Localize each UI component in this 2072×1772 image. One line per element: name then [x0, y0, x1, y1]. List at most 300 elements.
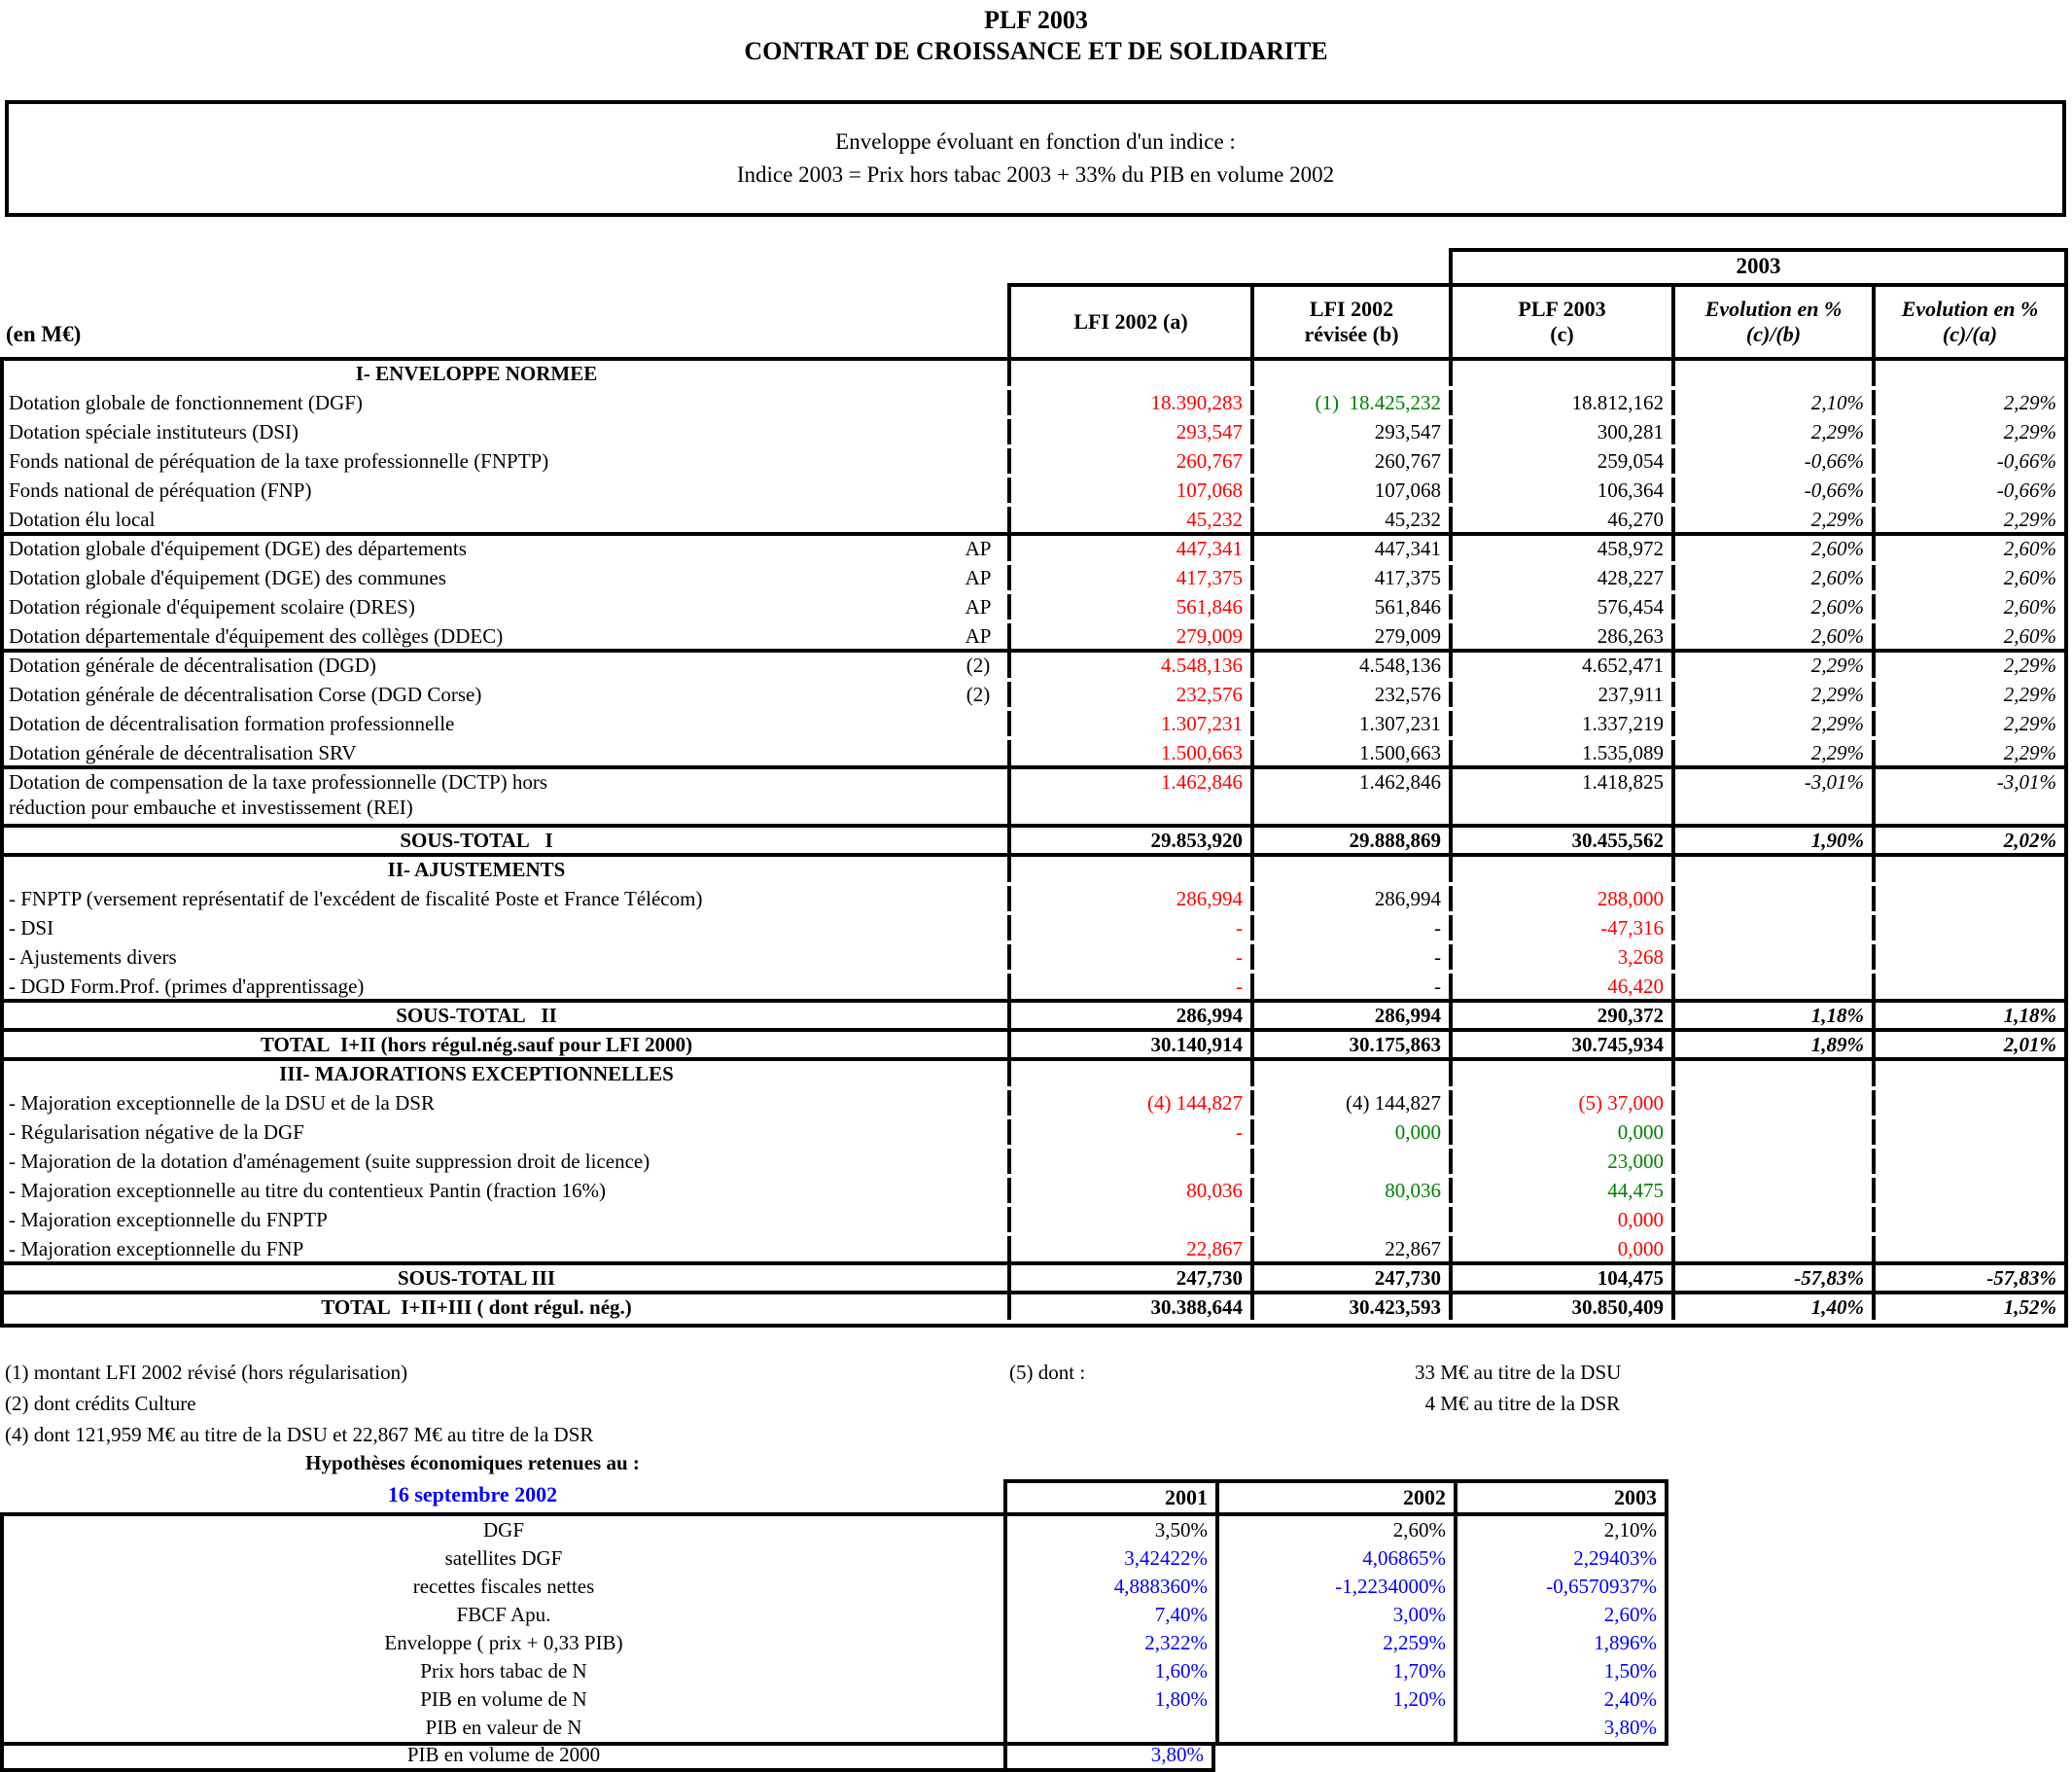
- row-label: III- MAJORATIONS EXCEPTIONNELLES: [279, 1062, 674, 1085]
- row-label-cell: [4, 857, 1007, 882]
- cell: 30.140,914: [1007, 1032, 1250, 1057]
- cell: -0,66%: [1872, 448, 2064, 474]
- cell: 44,475: [1449, 1178, 1671, 1203]
- row-mark: [949, 886, 1007, 911]
- cell: 2,29%: [1671, 682, 1872, 707]
- cell: 2,10%: [1454, 1516, 1665, 1544]
- cell: 1,52%: [1872, 1294, 2064, 1320]
- row-mark: AP: [965, 566, 992, 589]
- cell: 2,02%: [1872, 828, 2064, 853]
- row-mark: AP: [965, 624, 992, 648]
- row-label-cell: [4, 448, 1007, 474]
- row-label: recettes fiscales nettes: [412, 1575, 595, 1598]
- row-label: Prix hors tabac de N: [420, 1659, 587, 1683]
- cell: 46,270: [1449, 507, 1671, 532]
- cell: 1,18%: [1872, 1003, 2064, 1028]
- row-label: Dotation élu local: [9, 508, 156, 531]
- row-mark: AP: [965, 537, 992, 560]
- row-label: I- ENVELOPPE NORMEE: [355, 362, 598, 385]
- cell: 2,322%: [1003, 1629, 1215, 1657]
- cell: 286,994: [1007, 1003, 1250, 1028]
- year-header-2001: 2001: [1003, 1479, 1215, 1512]
- cell: 2,60%: [1671, 536, 1872, 561]
- row-mark: (2): [966, 654, 991, 677]
- row-label: - Majoration exceptionnelle au titre du contentieux Pantin (fraction 16%): [9, 1179, 607, 1202]
- cell: 2,29%: [1872, 419, 2064, 444]
- cell: 2,60%: [1671, 594, 1872, 620]
- row-label-cell: [4, 974, 1007, 999]
- cell: 23,000: [1449, 1149, 1671, 1174]
- footnote-1: (1) montant LFI 2002 révisé (hors régularisation): [5, 1361, 408, 1384]
- footnote-5-item-value: 4: [1424, 1392, 1435, 1415]
- row-label: Dotation de compensation de la taxe professionnelle (DCTP) hors réduction pour embauche et investissement (REI): [9, 770, 548, 819]
- cell: -57,83%: [1872, 1265, 2064, 1291]
- table-row: [4, 1032, 2064, 1061]
- cell: [1007, 1207, 1250, 1232]
- index-notice-box: [5, 100, 2066, 217]
- cell: [1872, 1149, 2064, 1174]
- cell: 232,576: [1007, 682, 1250, 707]
- table-row: [4, 1178, 2064, 1207]
- row-label-cell: [4, 565, 1007, 590]
- cell: [1872, 915, 2064, 940]
- cell: 286,994: [1007, 886, 1250, 911]
- cell: 1,70%: [1215, 1657, 1454, 1685]
- cell: 0,000: [1449, 1207, 1671, 1232]
- cell: 1.500,663: [1250, 740, 1449, 765]
- row-label-cell: [4, 828, 1007, 853]
- cell: 18.390,283: [1007, 390, 1250, 415]
- row-mark: [949, 915, 1007, 940]
- hypotheses-heading: Hypothèses économiques retenues au :: [305, 1451, 640, 1474]
- row-mark: [949, 769, 1007, 824]
- cell: 30.175,863: [1250, 1032, 1449, 1057]
- row-label-cell: [4, 1090, 1007, 1116]
- cell: 1,20%: [1215, 1685, 1454, 1714]
- table-row: [4, 390, 2064, 419]
- row-label: - Majoration exceptionnelle du FNPTP: [9, 1208, 328, 1231]
- cell: [1671, 1119, 1872, 1145]
- table-row: [4, 1149, 2064, 1178]
- cell: 260,767: [1250, 448, 1449, 474]
- row-mark: [949, 1119, 1007, 1145]
- cell: 1,18%: [1671, 1003, 1872, 1028]
- cell: [1250, 1207, 1449, 1232]
- cell: 288,000: [1449, 886, 1671, 911]
- row-label-cell: [4, 1265, 1007, 1291]
- row-mark: [949, 1294, 1007, 1320]
- cell: [1671, 1207, 1872, 1232]
- cell: 232,576: [1250, 682, 1449, 707]
- table-row: [4, 857, 2064, 886]
- cell: 3,80%: [1454, 1714, 1665, 1742]
- cell: [1671, 1090, 1872, 1116]
- table-row: [4, 419, 2064, 448]
- row-mark: [949, 507, 1007, 532]
- row-label-cell: [4, 1149, 1007, 1174]
- cell: -: [1007, 915, 1250, 940]
- row-label: - DGD Form.Prof. (primes d'apprentissage): [9, 975, 365, 998]
- table-row: [4, 1657, 1665, 1685]
- cell: [1872, 1090, 2064, 1116]
- table-row: [4, 1516, 1665, 1544]
- cell: 417,375: [1007, 565, 1250, 590]
- table-row: [4, 1236, 2064, 1265]
- column-header-plf2003: [1449, 283, 1671, 357]
- row-mark: [949, 1236, 1007, 1261]
- cell: 2,29%: [1872, 740, 2064, 765]
- cell: [1007, 1061, 1250, 1086]
- row-label: Dotation globale d'équipement (DGE) des départements: [9, 537, 467, 560]
- table-row: [4, 1207, 2064, 1236]
- row-label: Dotation générale de décentralisation SRV: [9, 741, 357, 764]
- cell: -: [1250, 974, 1449, 999]
- row-label-cell: [4, 886, 1007, 911]
- notice-line-1: Enveloppe évoluant en fonction d'un indice :: [835, 129, 1236, 154]
- row-mark: [949, 361, 1007, 386]
- row-label: Dotation spéciale instituteurs (DSI): [9, 420, 299, 443]
- cell: 2,259%: [1215, 1629, 1454, 1657]
- cell: 1.307,231: [1007, 711, 1250, 736]
- cell: 1.337,219: [1449, 711, 1671, 736]
- row-label-cell: [4, 1207, 1007, 1232]
- cell: [1872, 1119, 2064, 1145]
- cell: 259,054: [1449, 448, 1671, 474]
- row-label-cell: [4, 944, 1007, 970]
- cell: 2,29%: [1671, 507, 1872, 532]
- cell: [1671, 944, 1872, 970]
- cell: [1671, 1236, 1872, 1261]
- row-label-cell: [4, 1119, 1007, 1145]
- row-label: FBCF Apu.: [456, 1603, 551, 1626]
- column-header-line: (c): [1550, 322, 1574, 346]
- cell: 4,06865%: [1215, 1544, 1454, 1573]
- cell: [1250, 1149, 1449, 1174]
- row-mark: (2): [966, 683, 991, 706]
- cell: 1,60%: [1003, 1657, 1215, 1685]
- column-header-lfi2002a: [1007, 283, 1250, 357]
- table-row: [4, 1090, 2064, 1119]
- cell: 247,730: [1007, 1265, 1250, 1291]
- cell: 30.423,593: [1250, 1294, 1449, 1320]
- cell: [1872, 1236, 2064, 1261]
- cell: 45,232: [1007, 507, 1250, 532]
- cell: 447,341: [1007, 536, 1250, 561]
- row-label-cell: [4, 478, 1007, 503]
- cell: 1.418,825: [1449, 769, 1671, 824]
- cell: [1250, 857, 1449, 882]
- table-row: [4, 1601, 1665, 1629]
- cell: 286,994: [1250, 1003, 1449, 1028]
- cell: 2,29%: [1872, 390, 2064, 415]
- cell: 2,60%: [1872, 623, 2064, 649]
- row-mark: [949, 857, 1007, 882]
- cell: [1872, 1207, 2064, 1232]
- cell: 417,375: [1250, 565, 1449, 590]
- column-header-line: Evolution en %: [1704, 297, 1843, 321]
- cell: 1.462,846: [1007, 769, 1250, 824]
- row-label: Dotation générale de décentralisation (DGD): [9, 654, 376, 677]
- cell: [1671, 857, 1872, 882]
- cell: -: [1007, 944, 1250, 970]
- year-header-2002: 2002: [1215, 1479, 1454, 1512]
- cell: [1671, 1149, 1872, 1174]
- footnote-5-item-text: M€ au titre de la DSU: [1435, 1361, 1622, 1384]
- cell: [1007, 1149, 1250, 1174]
- column-header-line: (c)/(b): [1745, 322, 1802, 346]
- cell: 286,994: [1250, 886, 1449, 911]
- cell: 45,232: [1250, 507, 1449, 532]
- row-label: - Majoration exceptionnelle du FNP: [9, 1237, 304, 1260]
- table-row: [4, 1714, 1665, 1742]
- cell: 293,547: [1250, 419, 1449, 444]
- cell: 279,009: [1007, 623, 1250, 649]
- row-label-cell: [4, 740, 1007, 765]
- cell: 46,420: [1449, 974, 1671, 999]
- cell: -: [1250, 915, 1449, 940]
- table-row: [4, 974, 2064, 1003]
- column-header-lfi2002-revisee: [1250, 283, 1449, 357]
- cell: 2,60%: [1215, 1516, 1454, 1544]
- cell: 106,364: [1449, 478, 1671, 503]
- row-mark: [949, 1003, 1007, 1028]
- row-label: II- AJUSTEMENTS: [387, 858, 566, 881]
- year-span-header: 2003: [1449, 248, 2068, 283]
- cell: 0,000: [1449, 1236, 1671, 1261]
- row-label-cell: [4, 1178, 1007, 1203]
- row-label: SOUS-TOTAL II: [396, 1004, 557, 1027]
- cell: 2,29%: [1872, 682, 2064, 707]
- cell: 4,888360%: [1003, 1573, 1215, 1601]
- row-label: Dotation globale d'équipement (DGE) des communes: [9, 566, 446, 589]
- table-row: [4, 1544, 1665, 1573]
- cell: 2,60%: [1872, 594, 2064, 620]
- row-label-cell: [4, 419, 1007, 444]
- row-label-cell: [4, 536, 1007, 561]
- cell: 1.535,089: [1449, 740, 1671, 765]
- cell: 30.388,644: [1007, 1294, 1250, 1320]
- cell: 2,01%: [1872, 1032, 2064, 1057]
- unit-label: (en M€): [6, 322, 82, 346]
- cell: [1671, 361, 1872, 386]
- cell: 2,29%: [1671, 653, 1872, 678]
- column-header-line: LFI 2002 (a): [1073, 309, 1188, 334]
- row-label: Dotation globale de fonctionnement (DGF): [9, 391, 363, 414]
- row-mark: [949, 419, 1007, 444]
- row-label: SOUS-TOTAL I: [400, 829, 553, 852]
- cell: -: [1250, 944, 1449, 970]
- table-row: [4, 536, 2064, 565]
- cell: -57,83%: [1671, 1265, 1872, 1291]
- row-label-cell: [4, 1236, 1007, 1261]
- row-label-cell: [4, 594, 1007, 620]
- cell: 561,846: [1250, 594, 1449, 620]
- table-row: [4, 1265, 2064, 1294]
- hypotheses-extra-row: [0, 1742, 1215, 1772]
- row-label-cell: [4, 1003, 1007, 1028]
- footnote-5-label: (5) dont :: [1009, 1361, 1086, 1384]
- main-table-header: [0, 283, 2068, 357]
- row-label: Dotation générale de décentralisation Corse (DGD Corse): [9, 683, 482, 706]
- cell: 447,341: [1250, 536, 1449, 561]
- row-mark: [949, 1265, 1007, 1291]
- row-label: PIB en volume de N: [420, 1687, 587, 1711]
- footnote-5-item-text: M€ au titre de la DSR: [1435, 1392, 1621, 1415]
- row-mark: [949, 478, 1007, 503]
- footnote-5-item-value: 33: [1415, 1361, 1435, 1384]
- cell: [1671, 886, 1872, 911]
- row-mark: [949, 1207, 1007, 1232]
- cell: 7,40%: [1003, 1601, 1215, 1629]
- row-label-cell: [4, 769, 1007, 824]
- cell: 2,29%: [1671, 711, 1872, 736]
- cell: -0,66%: [1872, 478, 2064, 503]
- row-label-cell: [4, 623, 1007, 649]
- row-label: TOTAL I+II+III ( dont régul. nég.): [321, 1295, 632, 1319]
- cell: 293,547: [1007, 419, 1250, 444]
- page-title: PLF 2003: [984, 6, 1088, 34]
- cell: 0,000: [1250, 1119, 1449, 1145]
- cell: 300,281: [1449, 419, 1671, 444]
- row-label-cell: [4, 390, 1007, 415]
- cell: [1872, 361, 2064, 386]
- table-row: [4, 478, 2064, 507]
- main-table-body: [0, 357, 2068, 1328]
- row-mark: AP: [965, 595, 992, 619]
- row-label: SOUS-TOTAL III: [397, 1266, 556, 1290]
- table-row: [4, 828, 2064, 857]
- cell: 104,475: [1449, 1265, 1671, 1291]
- cell: 4.548,136: [1250, 653, 1449, 678]
- cell: 3,50%: [1003, 1516, 1215, 1544]
- column-header-line: PLF 2003: [1518, 297, 1606, 321]
- column-header-line: Evolution en %: [1901, 297, 2039, 321]
- table-row: [4, 361, 2064, 390]
- row-label: Fonds national de péréquation de la taxe professionnelle (FNPTP): [9, 449, 549, 473]
- cell: 107,068: [1250, 478, 1449, 503]
- row-mark: [949, 448, 1007, 474]
- row-label: - DSI: [9, 916, 54, 939]
- cell: 2,60%: [1872, 565, 2064, 590]
- table-row: [4, 915, 2064, 944]
- cell: 247,730: [1250, 1265, 1449, 1291]
- cell: 29.888,869: [1250, 828, 1449, 853]
- cell: -: [1007, 974, 1250, 999]
- cell: [1007, 361, 1250, 386]
- cell: [1449, 857, 1671, 882]
- cell: 3,42422%: [1003, 1544, 1215, 1573]
- cell: 3,00%: [1215, 1601, 1454, 1629]
- table-row: [4, 448, 2064, 478]
- cell: 561,846: [1007, 594, 1250, 620]
- cell: [1872, 857, 2064, 882]
- table-row: [4, 1294, 2064, 1324]
- cell: 290,372: [1449, 1003, 1671, 1028]
- cell: -0,66%: [1671, 448, 1872, 474]
- column-header-evolution-ca: [1872, 283, 2068, 357]
- cell: 3,268: [1449, 944, 1671, 970]
- footnote-4: (4) dont 121,959 M€ au titre de la DSU et 22,867 M€ au titre de la DSR: [5, 1423, 594, 1446]
- table-row: [4, 682, 2064, 711]
- column-header-line: révisée (b): [1304, 322, 1399, 346]
- row-label: Dotation régionale d'équipement scolaire (DRES): [9, 595, 415, 619]
- row-mark: [949, 711, 1007, 736]
- table-row: [4, 740, 2064, 769]
- cell: 1,896%: [1454, 1629, 1665, 1657]
- cell: [1215, 1714, 1454, 1742]
- table-row: [4, 623, 2064, 653]
- row-label-cell: [4, 1032, 1007, 1057]
- cell: -0,6570937%: [1454, 1573, 1665, 1601]
- row-mark: [949, 974, 1007, 999]
- cell: [1449, 361, 1671, 386]
- table-row: [4, 711, 2064, 740]
- table-row: [4, 507, 2064, 536]
- table-row: [4, 1061, 2064, 1090]
- footnote-5-item: [1250, 1360, 1621, 1385]
- cell: 80,036: [1007, 1178, 1250, 1203]
- cell: [1671, 915, 1872, 940]
- cell: 107,068: [1007, 478, 1250, 503]
- cell: [1250, 1061, 1449, 1086]
- cell: 1,89%: [1671, 1032, 1872, 1057]
- row-label: Fonds national de péréquation (FNP): [9, 478, 312, 502]
- cell: 0,000: [1449, 1119, 1671, 1145]
- cell: 2,29%: [1872, 711, 2064, 736]
- cell: 29.853,920: [1007, 828, 1250, 853]
- row-mark: [949, 740, 1007, 765]
- cell: 576,454: [1449, 594, 1671, 620]
- cell: 2,29%: [1872, 653, 2064, 678]
- row-label: PIB en valeur de N: [425, 1716, 582, 1739]
- row-label-cell: [4, 682, 1007, 707]
- cell: 1,80%: [1003, 1685, 1215, 1714]
- row-label-cell: [4, 711, 1007, 736]
- table-row: [4, 1685, 1665, 1714]
- row-mark: [949, 1149, 1007, 1174]
- row-label-cell: [4, 1061, 1007, 1086]
- cell: 22,867: [1007, 1236, 1250, 1261]
- cell: -3,01%: [1872, 769, 2064, 824]
- cell: [1872, 944, 2064, 970]
- cell: 458,972: [1449, 536, 1671, 561]
- cell: 2,60%: [1872, 536, 2064, 561]
- row-label: satellites DGF: [444, 1546, 563, 1570]
- cell: 30.745,934: [1449, 1032, 1671, 1057]
- row-label: Dotation départementale d'équipement des collèges (DDEC): [9, 624, 504, 648]
- cell: [1872, 1061, 2064, 1086]
- row-mark: [949, 1178, 1007, 1203]
- table-row: [4, 944, 2064, 974]
- year-header-2003: 2003: [1454, 1479, 1668, 1512]
- row-label-cell: [4, 915, 1007, 940]
- table-row: [4, 1119, 2064, 1149]
- cell: 4.548,136: [1007, 653, 1250, 678]
- row-mark: [949, 828, 1007, 853]
- row-label: - FNPTP (versement représentatif de l'excédent de fiscalité Poste et France Télécom): [9, 887, 703, 910]
- cell: 3,80%: [1003, 1742, 1212, 1768]
- row-mark: [949, 1032, 1007, 1057]
- table-row: [4, 653, 2064, 682]
- cell: 2,29%: [1671, 740, 1872, 765]
- cell: [1872, 886, 2064, 911]
- row-mark: [949, 390, 1007, 415]
- table-row: [4, 769, 2064, 828]
- table-row: [4, 594, 2064, 623]
- cell: [1671, 1061, 1872, 1086]
- cell: [1671, 1178, 1872, 1203]
- cell: -3,01%: [1671, 769, 1872, 824]
